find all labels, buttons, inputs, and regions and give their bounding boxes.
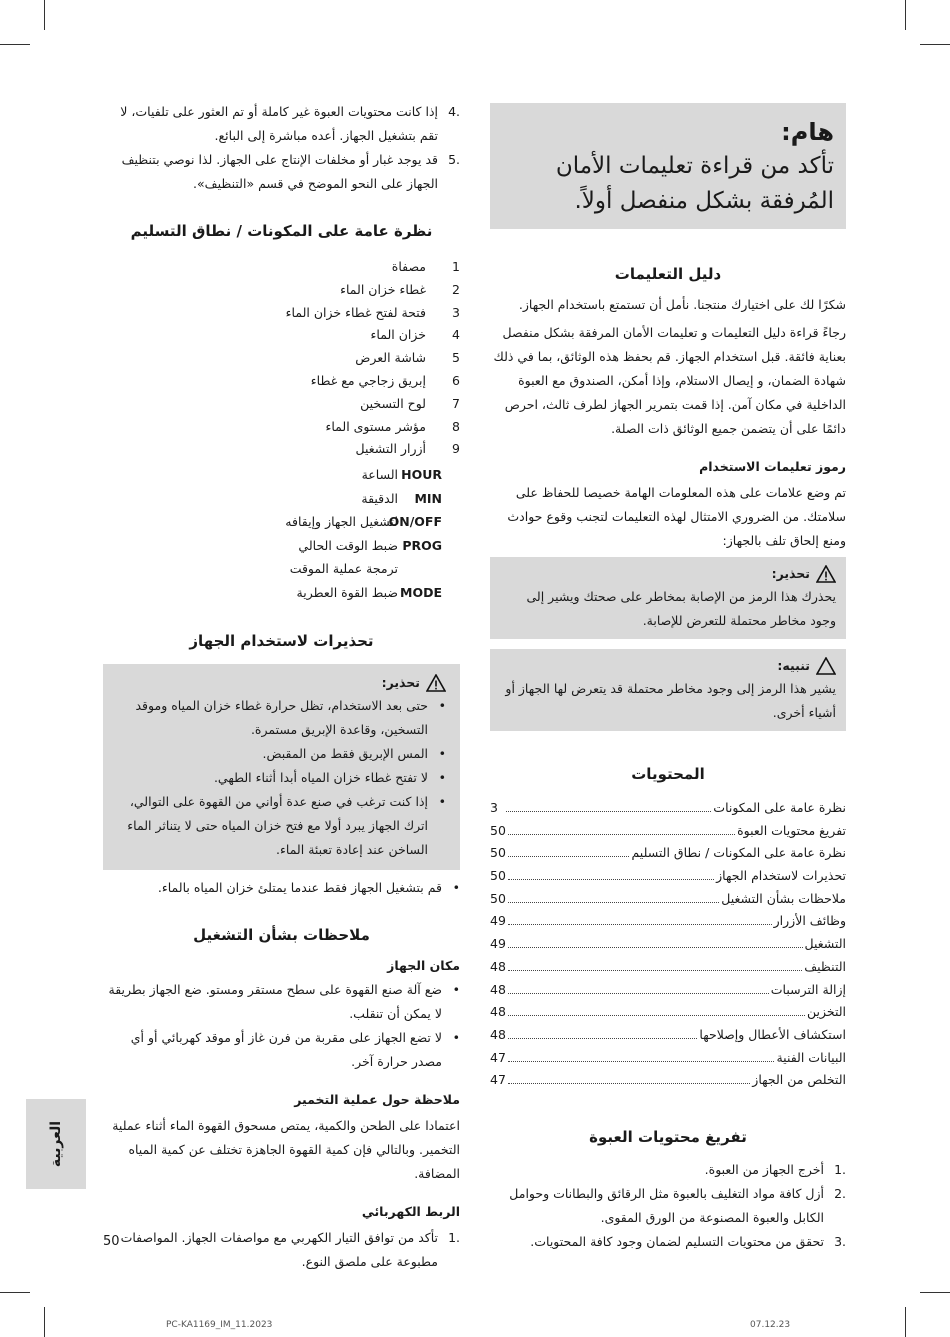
- unpacking-step: [490, 1158, 846, 1182]
- left-column: [103, 100, 460, 1274]
- step-text: قد يوجد غبار أو مخلفات الإنتاج على الجهاز. لذا نوصي بتنظيف الجهاز على النحو الموضح في قسم «التنظيف».: [121, 152, 438, 191]
- toc-page: 50: [490, 890, 506, 906]
- crop-mark: [0, 1292, 30, 1293]
- caution-label: تنبيه:: [777, 658, 810, 673]
- warning-head: [500, 563, 836, 585]
- warning-item-text: لا تفتح غطاء خزان المياه أبدا أثناء الطهي.: [213, 770, 428, 786]
- doc-code: PC-KA1169_IM_11.2023: [166, 1320, 273, 1330]
- bullet: •: [438, 746, 446, 762]
- toc-page: 50: [490, 845, 506, 861]
- component-label: إبريق زجاجي مع غطاء: [310, 372, 426, 388]
- step-number: .4: [448, 104, 460, 119]
- toc-page: 49: [490, 913, 506, 929]
- unpacking-steps: [490, 1158, 846, 1254]
- contents-title: المحتويات: [631, 765, 705, 783]
- component-label: شاشة العرض: [355, 350, 426, 366]
- location-item-text: لا تضع الجهاز على مقربة من فرن غاز أو موقد كهربائي أو أي مصدر حرارة آخر.: [130, 1030, 442, 1070]
- button-item: [103, 557, 442, 581]
- button-key: MIN: [414, 490, 442, 506]
- component-label: غطاء خزان الماء: [340, 281, 426, 297]
- step-text: أزل كافة مواد التغليف بالعبوة مثل الرقائق والبطانات وحوامل الكابل والعبوة المصنوعة من الورق المقوى.: [509, 1185, 824, 1225]
- toc-leader: [508, 910, 772, 925]
- button-key: ON/OFF: [388, 514, 442, 530]
- toc-leader: [508, 1024, 698, 1039]
- button-desc: لتشغيل الجهاز وإيقافه: [285, 514, 398, 530]
- toc-leader: [508, 1069, 750, 1084]
- toc-leader: [508, 1047, 775, 1062]
- toc-label: التخزين: [806, 1004, 846, 1020]
- toc-label: البيانات الفنية: [776, 1049, 846, 1065]
- warning-item-text: حتى بعد الاستخدام، تظل حرارة غطاء خزان المياه وموقد التسخين، وقاعدة الإبريق مستمرة.: [135, 698, 428, 738]
- component-label: خزان الماء: [370, 327, 426, 343]
- step-text: إذا كانت محتويات العبوة غير كاملة أو تم العثور على تلفيات، لا تقم بتشغيل الجهاز. أعده مباشرة إلى البائع.: [120, 104, 438, 143]
- component-item: [103, 324, 460, 347]
- manual-intro: رجاءً قراءة دليل التعليمات و تعليمات الأمان المرفقة بشكل منفصل بعناية فائقة. قبل استخدام الجهاز. قم بحفظ هذه الوثائق، بما في ذلك شهادة الضمان، و إيصال الاستلام، وإذا أمكن، الصندوق مع العبوة الداخلية في مكان آمن. إذا قمت بتمرير الجهاز لطرف ثالث، احرص دائمًا على أن يتضمن جميع الوثائق ذات الصلة.: [493, 325, 846, 436]
- toc-page: 50: [490, 868, 506, 884]
- button-key: PROG: [402, 537, 442, 553]
- toc-label: التنظيف: [804, 958, 846, 974]
- button-desc: ترمجة عملية الموقت: [289, 561, 398, 577]
- side-tab-label: العربية: [48, 1120, 64, 1168]
- toc-label: التشغيل: [804, 936, 846, 952]
- toc-page: 48: [490, 1004, 506, 1020]
- toc-label: نظرة عامة على المكونات: [713, 800, 846, 815]
- unpacking-title: تفريغ محتويات العبوة: [589, 1127, 747, 1146]
- component-item: [103, 370, 460, 393]
- contents-list: [490, 797, 846, 1092]
- toc-label: ملاحظات بشأن التشغيل: [721, 890, 846, 906]
- toc-label: استكشاف الأعطال وإصلاحها: [699, 1026, 846, 1042]
- step-number: .3: [834, 1233, 846, 1249]
- step-number: .1: [834, 1161, 846, 1177]
- component-list: [103, 256, 460, 461]
- location-item: [103, 978, 460, 1026]
- warnings-title: تحذيرات لاستخدام الجهاز: [189, 632, 374, 651]
- step-number: .5: [448, 152, 460, 167]
- important-text: تأكد من قراءة تعليمات الأمان المُرفقة بشكل منفصل أولاً.: [555, 153, 834, 214]
- brewing-title: ملاحظة حول عملية التخمير: [294, 1092, 460, 1108]
- warning-after-text: قم بتشغيل الجهاز فقط عندما يمتلئ خزان المياه بالماء.: [157, 880, 442, 896]
- step-text: أخرج الجهاز من العبوة.: [704, 1161, 824, 1177]
- warning-item-text: إذا كنت ترغب في صنع عدة أواني من القهوة على التوالي، اترك الجهاز يبرد أولا مع فتح خزان المياه حتى لا يتناثر الماء الساخن عند إعادة تعبئة الماء.: [127, 794, 428, 858]
- toc-page: 48: [490, 981, 506, 997]
- manual-title: دليل التعليمات: [614, 265, 722, 283]
- toc-leader: [508, 865, 714, 880]
- component-number: 2: [452, 281, 460, 297]
- button-item: [103, 463, 442, 487]
- warning-text: يحذرك هذا الرمز من الإصابة بمخاطر على صحتك ويشير إلى وجود مخاطر محتملة للتعرض للإصابة.: [526, 589, 836, 628]
- warning-icon: [426, 674, 446, 692]
- symbols-text: تم وضع علامات على هذه المعلومات الهامة خصيصا للحفاظ على سلامتك. من الضروري الامتثال لهذه التعليمات لتجنب وقوع حوادث ومنع إلحاق تلف بالجهاز:: [507, 485, 846, 548]
- button-key: MODE: [400, 584, 442, 600]
- crop-mark: [0, 44, 30, 45]
- toc-leader: [508, 820, 735, 835]
- warning-box: [490, 557, 846, 639]
- warning-label: تحذير:: [771, 566, 810, 581]
- component-item: [103, 256, 460, 279]
- page-number: 50: [103, 1234, 120, 1249]
- warning-item: [121, 694, 446, 742]
- electric-step: [103, 1226, 460, 1274]
- toc-leader: [508, 979, 769, 994]
- component-label: مؤشر مستوى الماء: [325, 418, 426, 434]
- warning-icon: [816, 565, 836, 583]
- button-desc: الساعة: [361, 467, 398, 483]
- toc-row[interactable]: [490, 910, 846, 933]
- button-list: [103, 463, 442, 604]
- step-number: .2: [834, 1185, 846, 1201]
- unpacking-step: [103, 100, 460, 148]
- component-label: لوح التسخين: [360, 395, 426, 411]
- toc-page: 50: [490, 822, 506, 838]
- important-box: [490, 103, 846, 229]
- component-number: 4: [452, 327, 460, 343]
- component-number: 3: [452, 304, 460, 320]
- toc-label: وظائف الأزرار: [773, 913, 846, 929]
- component-number: 9: [452, 441, 460, 457]
- bullet: •: [438, 794, 446, 810]
- component-number: 1: [452, 259, 460, 274]
- crop-mark: [44, 0, 45, 30]
- unpacking-step: [490, 1230, 846, 1254]
- toc-row[interactable]: [490, 979, 846, 1002]
- toc-label: تفريغ محتويات العبوة: [737, 822, 846, 838]
- caution-head: [500, 655, 836, 677]
- electric-title: الربط الكهربائي: [361, 1204, 460, 1220]
- warning-after-item: [103, 876, 460, 900]
- caution-box: [490, 649, 846, 731]
- component-item: [103, 347, 460, 370]
- button-desc: الدقيقة: [361, 490, 398, 506]
- caution-text: يشير هذا الرمز إلى وجود مخاطر محتملة قد يتعرض لها الجهاز أو أشياء أخرى.: [505, 681, 836, 720]
- bullet: •: [438, 698, 446, 714]
- toc-page: 3: [490, 800, 498, 815]
- unpacking-steps-continued: [103, 100, 460, 196]
- warning-item: [121, 766, 446, 790]
- caution-icon: [816, 657, 836, 675]
- bullet: •: [452, 1030, 460, 1046]
- toc-row[interactable]: [490, 933, 846, 956]
- toc-page: 47: [490, 1049, 506, 1065]
- right-column: [490, 103, 846, 1254]
- component-label: فتحة لفتح غطاء خزان الماء: [285, 304, 426, 320]
- component-label: مصفاة: [391, 259, 426, 274]
- toc-label: تحذيرات لاستخدام الجهاز: [716, 868, 846, 884]
- toc-page: 48: [490, 1026, 506, 1042]
- brewing-text: اعتمادا على الطحن والكمية، يمتص مسحوق القهوة الماء أثناء عملية التخمير. وبالتالي فإن كمية القهوة الجاهزة تختلف عن كمية المياه المضافة.: [112, 1118, 460, 1182]
- toc-row[interactable]: [490, 865, 846, 888]
- location-title: مكان الجهاز: [387, 958, 460, 974]
- warning-item-text: المس الإبريق فقط من المقبض.: [262, 746, 428, 762]
- crop-mark: [905, 0, 906, 30]
- location-item-text: ضع آلة صنع القهوة على سطح مستقر ومستو. ضع الجهاز بطريقة لا يمكن أن تنقلب.: [108, 982, 442, 1022]
- crop-mark: [920, 44, 950, 45]
- toc-row[interactable]: [490, 1047, 846, 1070]
- manual-thanks: شكرًا لك على اختيارك منتجنا. نأمل أن تستمتع باستخدام الجهاز.: [518, 297, 846, 312]
- bullet: •: [452, 982, 460, 998]
- warning-item: [121, 790, 446, 862]
- toc-page: 47: [490, 1072, 506, 1088]
- component-number: 6: [452, 372, 460, 388]
- button-item: [103, 510, 442, 534]
- toc-leader: [506, 797, 711, 812]
- toc-row[interactable]: [490, 888, 846, 911]
- toc-label: إزالة الترسبات: [770, 981, 846, 997]
- button-desc: ضبط الوقت الحالي: [298, 537, 398, 553]
- button-item: [103, 487, 442, 511]
- toc-leader: [508, 956, 802, 971]
- warnings-head: [121, 672, 446, 694]
- component-item: [103, 279, 460, 302]
- component-number: 7: [452, 395, 460, 411]
- toc-leader: [508, 842, 630, 857]
- toc-row[interactable]: [490, 797, 846, 820]
- toc-leader: [508, 888, 719, 903]
- component-label: أزرار التشغيل: [355, 441, 426, 457]
- crop-mark: [44, 1307, 45, 1337]
- toc-row[interactable]: [490, 1001, 846, 1024]
- bullet: •: [438, 770, 446, 786]
- doc-date: 07.12.23: [750, 1320, 791, 1330]
- component-item: [103, 416, 460, 439]
- language-side-tab: [26, 1099, 86, 1189]
- warnings-box: [103, 664, 460, 870]
- component-number: 8: [452, 418, 460, 434]
- button-item: [103, 581, 442, 605]
- button-key: HOUR: [401, 467, 442, 483]
- component-item: [103, 438, 460, 461]
- toc-leader: [508, 1001, 805, 1016]
- toc-label: نظرة عامة على المكونات / نطاق التسليم: [631, 845, 846, 861]
- toc-row[interactable]: [490, 820, 846, 843]
- component-number: 5: [452, 350, 460, 366]
- unpacking-step: [103, 148, 460, 196]
- operation-title: ملاحظات بشأن التشغيل: [193, 926, 370, 945]
- toc-leader: [508, 933, 803, 948]
- step-text: تحقق من محتويات التسليم لضمان وجود كافة المحتويات.: [530, 1233, 824, 1249]
- unpacking-step: [490, 1182, 846, 1230]
- toc-page: 48: [490, 958, 506, 974]
- warning-item: [121, 742, 446, 766]
- toc-label: التخلص من الجهاز: [752, 1072, 846, 1088]
- component-item: [103, 302, 460, 325]
- toc-row[interactable]: [490, 1024, 846, 1047]
- overview-title: نظرة عامة على المكونات / نطاق التسليم: [130, 222, 433, 240]
- toc-row[interactable]: [490, 842, 846, 865]
- toc-row[interactable]: [490, 1069, 846, 1092]
- component-item: [103, 393, 460, 416]
- electric-step-text: تأكد من توافق التيار الكهربي مع مواصفات الجهاز. المواصفات مطبوعة على ملصق النوع.: [120, 1230, 438, 1270]
- crop-mark: [905, 1307, 906, 1337]
- bullet: •: [452, 880, 460, 896]
- button-item: [103, 534, 442, 558]
- location-item: [103, 1026, 460, 1074]
- step-number: .1: [448, 1230, 460, 1246]
- symbols-title: رموز تعليمات الاستخدام: [699, 459, 846, 474]
- toc-page: 49: [490, 936, 506, 952]
- warnings-label: تحذير:: [381, 675, 420, 691]
- toc-row[interactable]: [490, 956, 846, 979]
- important-title: هام:: [781, 118, 834, 146]
- crop-mark: [920, 1292, 950, 1293]
- button-desc: ضبط القوة العطرية: [296, 584, 398, 600]
